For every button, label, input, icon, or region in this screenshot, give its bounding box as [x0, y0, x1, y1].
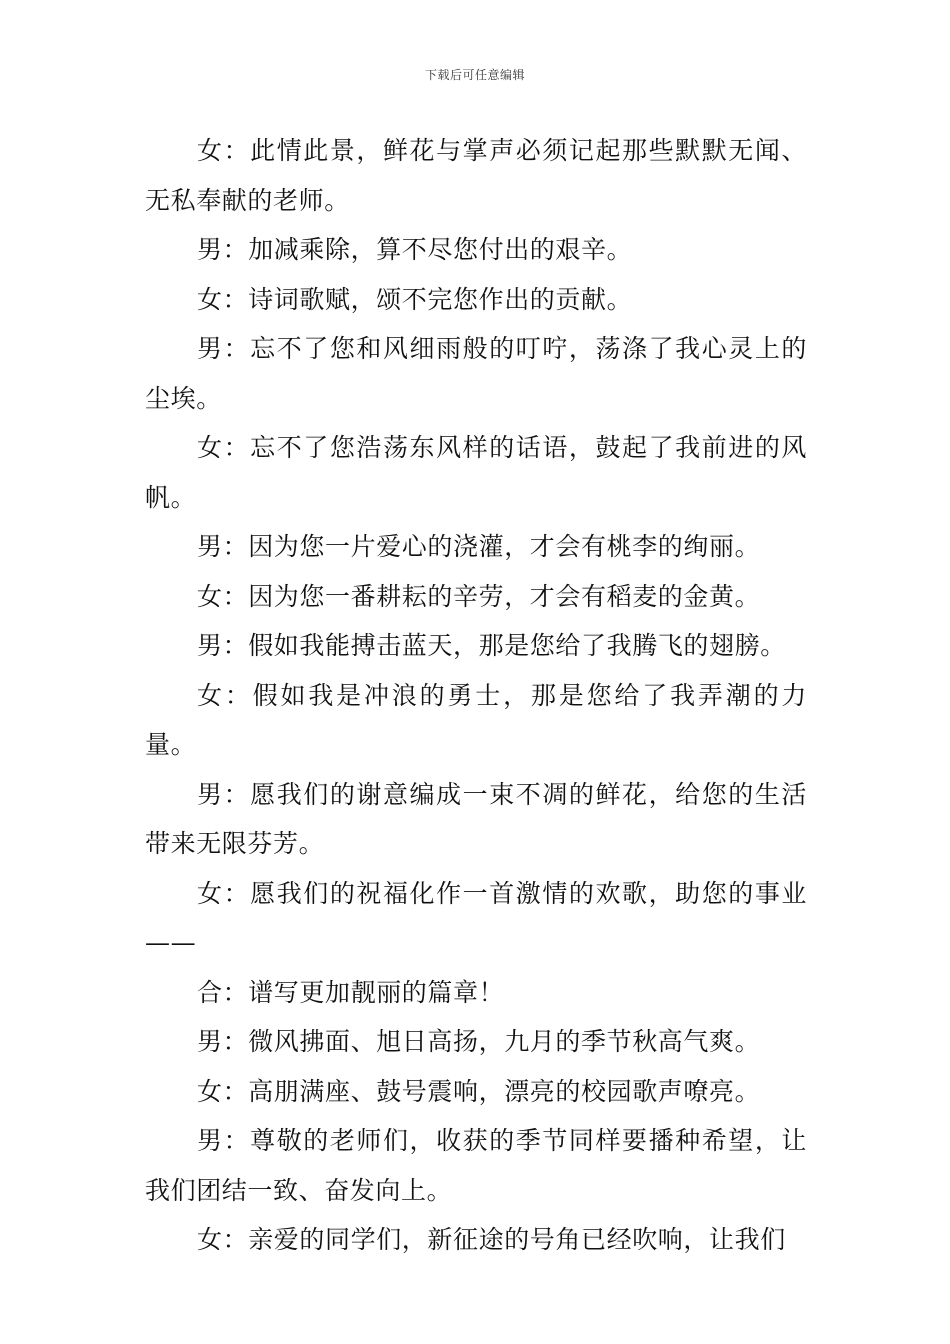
dialogue-line: 女：高朋满座、鼓号震响，漂亮的校园歌声嘹亮。 — [197, 1076, 761, 1106]
dialogue-line: 合：谱写更加靓丽的篇章！ — [197, 977, 505, 1007]
dialogue-line: 女：诗词歌赋，颂不完您作出的贡献。 — [197, 284, 633, 314]
dialogue-line: 男：因为您一片爱心的浇灌，才会有桃李的绚丽。 — [197, 532, 761, 561]
dialogue-body — [145, 126, 807, 1265]
dialogue-line: 男：忘不了您和风细雨般的叮咛，荡涤了我心灵上的尘埃。 — [145, 334, 807, 413]
dialogue-line: 女：假如我是冲浪的勇士，那是您给了我弄潮的力量。 — [145, 680, 807, 759]
dialogue-line: 女：愿我们的祝福化作一首激情的欢歌，助您的事业—— — [145, 878, 807, 957]
dialogue-line: 男：微风拂面、旭日高扬，九月的季节秋高气爽。 — [197, 1027, 761, 1056]
dialogue-line: 女：此情此景，鲜花与掌声必须记起那些默默无闻、无私奉献的老师。 — [145, 136, 807, 215]
dialogue-line: 男：加减乘除，算不尽您付出的艰辛。 — [197, 235, 633, 264]
dialogue-line: 女：忘不了您浩荡东风样的话语，鼓起了我前进的风帆。 — [145, 433, 807, 512]
dialogue-line: 男：假如我能搏击蓝天，那是您给了我腾飞的翅膀。 — [197, 631, 786, 660]
dialogue-line: 女：因为您一番耕耘的辛劳，才会有稻麦的金黄。 — [197, 581, 761, 611]
dialogue-line: 男：愿我们的谢意编成一束不凋的鲜花，给您的生活带来无限芬芳。 — [145, 779, 807, 858]
dialogue-line: 女：亲爱的同学们，新征途的号角已经吹响，让我们 — [197, 1225, 786, 1254]
dialogue-line: 男：尊敬的老师们，收获的季节同样要播种希望，让我们团结一致、奋发向上。 — [145, 1126, 807, 1205]
page-header-note: 下载后可任意编辑 — [424, 68, 525, 82]
